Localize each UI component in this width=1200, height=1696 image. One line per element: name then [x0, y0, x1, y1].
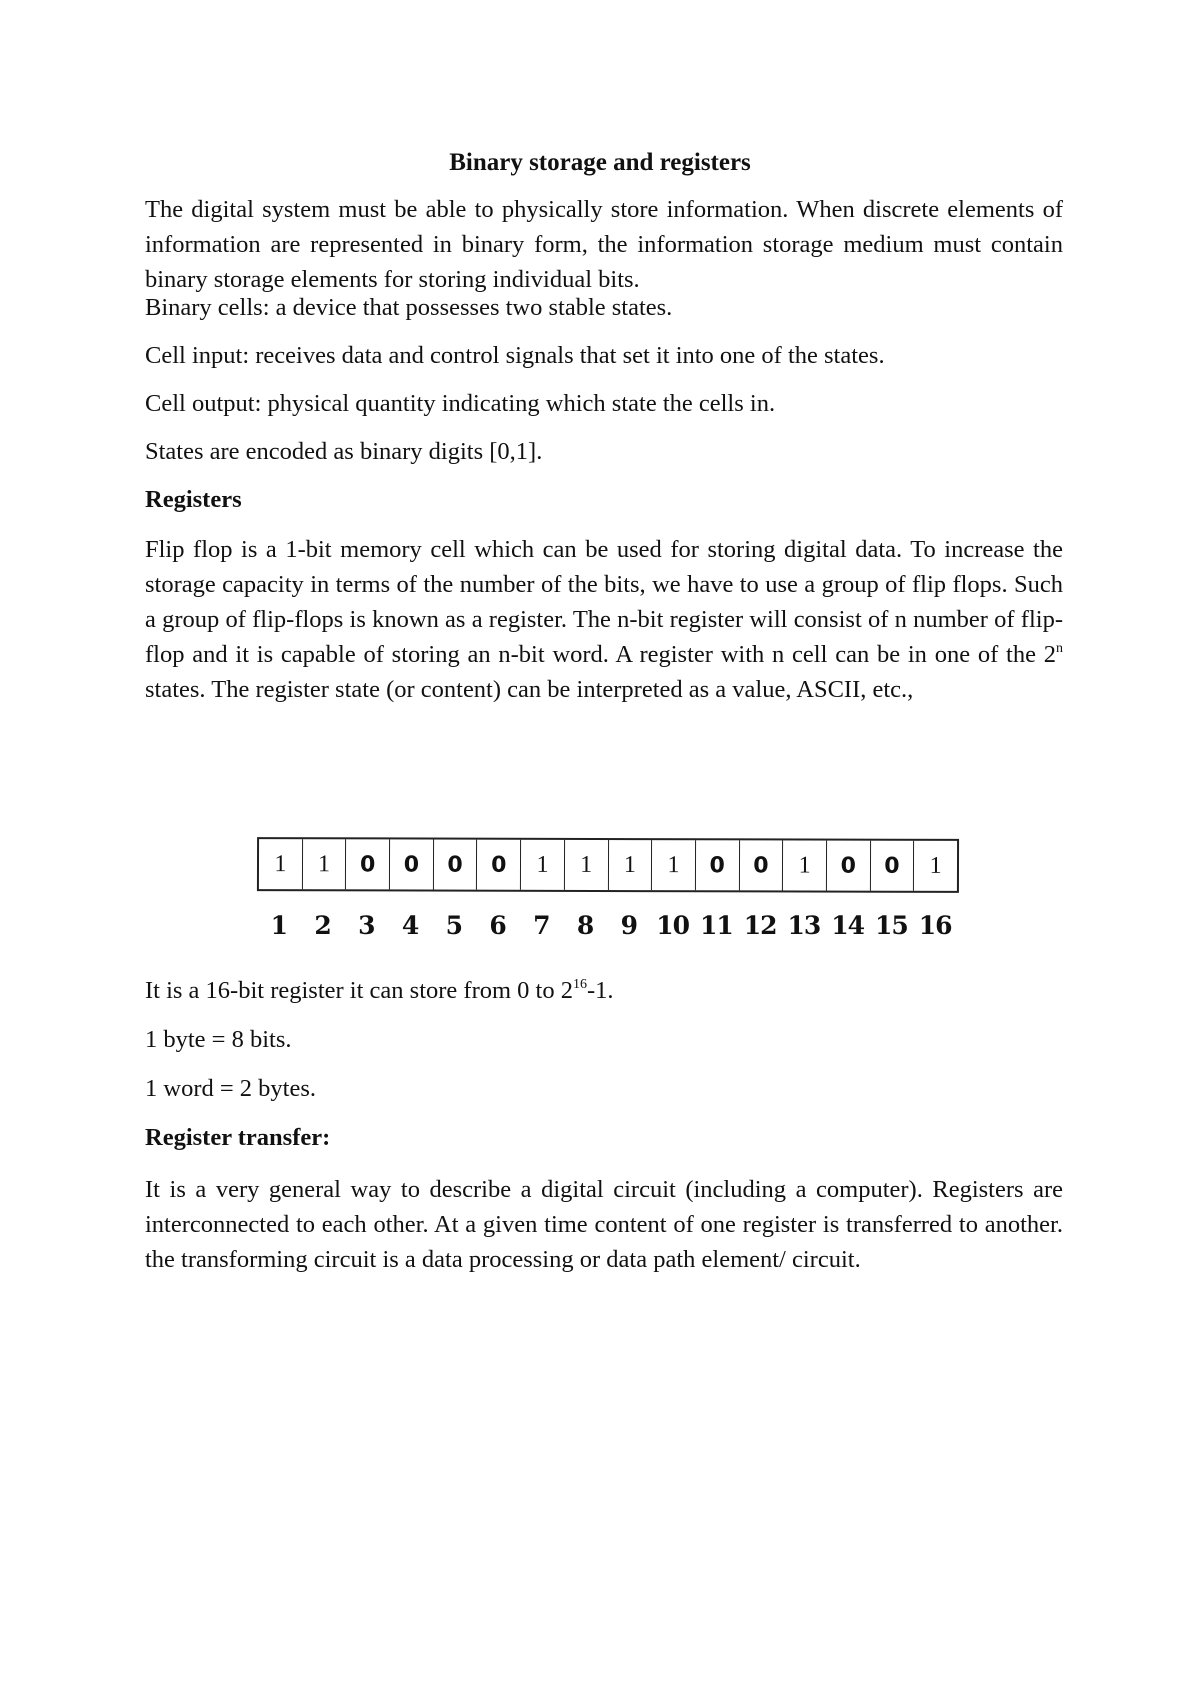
register-diagram [257, 838, 957, 943]
register-cell: 0 [390, 839, 434, 889]
register-cell: 0 [827, 841, 871, 891]
register-bit-index: 13 [787, 911, 821, 940]
register-bit-index: 6 [489, 911, 506, 940]
intro-paragraph: The digital system must be able to physically store information. When discrete elements of information are represented in binary form, the information storage medium must contain binary storage elements for storing individual bits. [145, 196, 1063, 293]
register-bit-index: 12 [743, 911, 777, 940]
register-transfer-heading: Register transfer: [145, 1124, 331, 1151]
word-definition: 1 word = 2 bytes. [145, 1075, 317, 1102]
register-bit-index: 11 [699, 911, 733, 940]
cell-input-definition: Cell input: receives data and control signals that set it into one of the states. [145, 342, 885, 369]
register-cell: 0 [477, 840, 521, 890]
register-cell: 1 [565, 840, 609, 890]
register-cell: 0 [739, 840, 783, 890]
states-definition: States are encoded as binary digits [0,1]. [145, 438, 543, 465]
registers-paragraph-text-1: Flip flop is a 1-bit memory cell which can be used for storing digital data. To increase the storage capacity in terms of the number of the bits, we have to use a group of flip flops. Such a group of flip-flops is known as a register. The n-bit register will consist of n number of flip-flop and it is capable of storing an n-bit word. A register with n cell can be in one of the 2 [145, 536, 1063, 668]
register-bit-index: 15 [874, 911, 908, 940]
register-cell: 0 [434, 840, 478, 890]
sixteen-bit-statement [145, 973, 1063, 1008]
binary-cells-definition: Binary cells: a device that possesses two stable states. [145, 294, 673, 321]
register-bit-index: 8 [576, 911, 594, 940]
register-bit-index: 14 [831, 911, 865, 940]
registers-paragraph-text-2: states. The register state (or content) can be interpreted as a value, ASCII, etc., [145, 676, 914, 703]
register-bit-index: 3 [358, 911, 375, 940]
register-cell: 0 [696, 840, 740, 890]
register-bit-index: 5 [445, 911, 463, 940]
register-bit-index: 16 [918, 911, 952, 940]
cell-output-definition: Cell output: physical quantity indicating which state the cells in. [145, 390, 776, 417]
register-cells-row [257, 837, 959, 893]
byte-definition: 1 byte = 8 bits. [145, 1026, 292, 1053]
sixteen-bit-superscript: 16 [572, 977, 587, 992]
registers-paragraph [145, 532, 1063, 707]
register-cell: 1 [652, 840, 696, 890]
register-cell: 1 [929, 852, 942, 879]
register-cell: 0 [346, 839, 390, 889]
register-cell: 1 [303, 839, 347, 889]
register-bit-index: 1 [270, 911, 288, 940]
register-index-row [257, 908, 957, 943]
register-cell: 1 [783, 840, 827, 890]
register-transfer-paragraph: It is a very general way to describe a digital circuit (including a computer). Registers are interconnected to each other. At a given time content of one register is transferred to another. the transforming circuit is a data processing or data path element/ circuit. [145, 1176, 1063, 1273]
register-bit-index: 4 [401, 911, 419, 940]
register-bit-index: 7 [533, 911, 550, 940]
register-bit-index: 9 [620, 911, 638, 940]
registers-paragraph-superscript: n [1056, 641, 1063, 656]
register-cell: 1 [608, 840, 652, 890]
registers-heading: Registers [145, 486, 242, 513]
register-cell: 1 [259, 839, 303, 889]
page-title: Binary storage and registers [449, 149, 751, 176]
register-bit-index: 2 [314, 911, 331, 940]
sixteen-bit-text-1: It is a 16-bit register it can store from 0 to 2 [145, 977, 573, 1004]
register-cell: 1 [521, 840, 565, 890]
register-bit-index: 10 [656, 911, 690, 940]
register-cell: 0 [871, 841, 915, 891]
sixteen-bit-text-2: -1. [586, 977, 614, 1004]
